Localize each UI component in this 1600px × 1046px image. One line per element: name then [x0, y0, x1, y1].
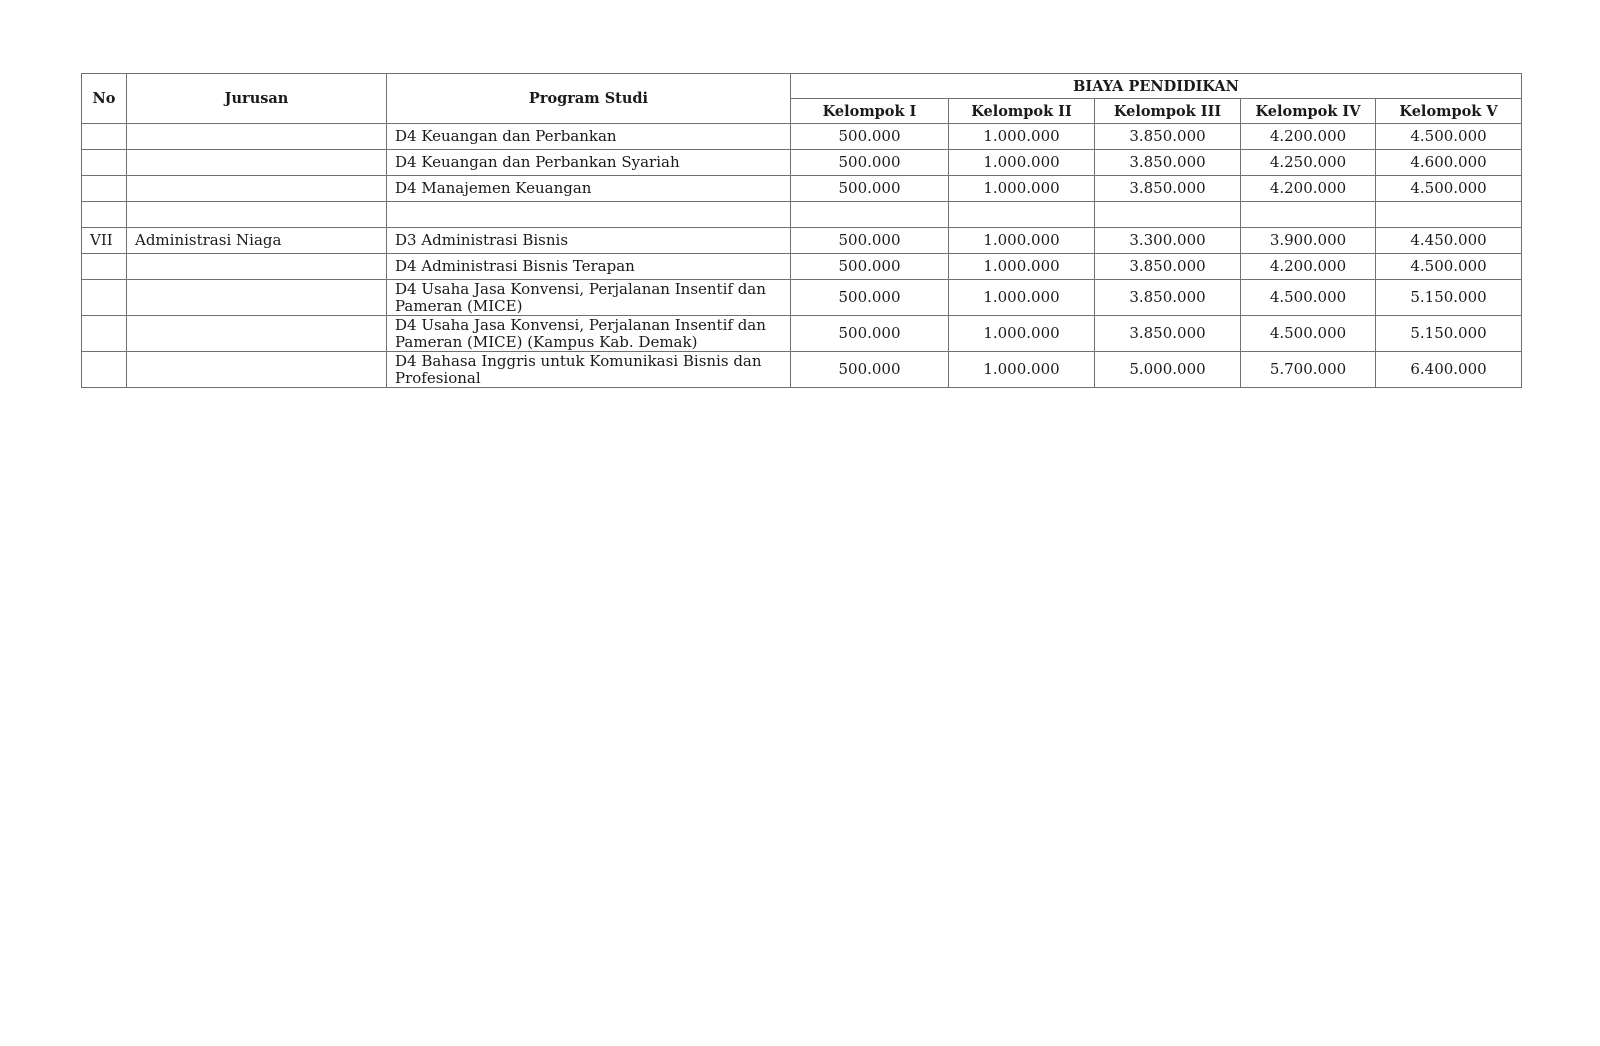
cell-kelompok-5: 6.400.000 — [1376, 352, 1522, 388]
cell-program-studi: D4 Usaha Jasa Konvensi, Perjalanan Insentif dan Pameran (MICE) — [387, 280, 791, 316]
cell-kelompok-4: 5.700.000 — [1241, 352, 1376, 388]
cell-kelompok-5: 4.600.000 — [1376, 150, 1522, 176]
table-row — [82, 316, 1522, 352]
cell-kelompok-2: 1.000.000 — [949, 176, 1095, 202]
cell-kelompok-4: 4.200.000 — [1241, 176, 1376, 202]
cell-kelompok-2: 1.000.000 — [949, 352, 1095, 388]
cell-kelompok-1: 500.000 — [791, 124, 949, 150]
cell-no — [82, 316, 127, 352]
cell-kelompok-1: 500.000 — [791, 254, 949, 280]
cell-kelompok-2: 1.000.000 — [949, 280, 1095, 316]
table-row — [82, 352, 1522, 388]
cell-jurusan — [127, 202, 387, 228]
cell-kelompok-5: 4.450.000 — [1376, 228, 1522, 254]
cell-program-studi: D4 Bahasa Inggris untuk Komunikasi Bisnis dan Profesional — [387, 352, 791, 388]
cell-jurusan — [127, 124, 387, 150]
cell-kelompok-1: 500.000 — [791, 352, 949, 388]
header-jurusan: Jurusan — [127, 74, 387, 124]
table-row — [82, 150, 1522, 176]
cell-kelompok-1: 500.000 — [791, 176, 949, 202]
cell-no — [82, 202, 127, 228]
cell-kelompok-3: 3.850.000 — [1095, 316, 1241, 352]
cell-kelompok-4: 4.200.000 — [1241, 124, 1376, 150]
header-biaya-pendidikan: BIAYA PENDIDIKAN — [791, 74, 1522, 99]
cell-program-studi: D3 Administrasi Bisnis — [387, 228, 791, 254]
cell-kelompok-2: 1.000.000 — [949, 124, 1095, 150]
cell-kelompok-2: 1.000.000 — [949, 228, 1095, 254]
cell-program-studi: D4 Usaha Jasa Konvensi, Perjalanan Insentif dan Pameran (MICE) (Kampus Kab. Demak) — [387, 316, 791, 352]
cell-kelompok-3: 3.850.000 — [1095, 254, 1241, 280]
table-row-empty — [82, 202, 1522, 228]
cell-kelompok-3: 5.000.000 — [1095, 352, 1241, 388]
cell-kelompok-2 — [949, 202, 1095, 228]
cell-kelompok-4: 3.900.000 — [1241, 228, 1376, 254]
cell-kelompok-3: 3.850.000 — [1095, 280, 1241, 316]
cell-kelompok-4: 4.200.000 — [1241, 254, 1376, 280]
header-kelompok-5: Kelompok V — [1376, 99, 1522, 124]
cell-program-studi — [387, 202, 791, 228]
header-kelompok-2: Kelompok II — [949, 99, 1095, 124]
cell-kelompok-2: 1.000.000 — [949, 316, 1095, 352]
cell-kelompok-4: 4.250.000 — [1241, 150, 1376, 176]
cell-kelompok-5 — [1376, 202, 1522, 228]
cell-kelompok-5: 4.500.000 — [1376, 124, 1522, 150]
cell-program-studi: D4 Keuangan dan Perbankan — [387, 124, 791, 150]
header-kelompok-4: Kelompok IV — [1241, 99, 1376, 124]
cell-kelompok-1 — [791, 202, 949, 228]
cell-kelompok-3: 3.850.000 — [1095, 176, 1241, 202]
cell-kelompok-5: 4.500.000 — [1376, 254, 1522, 280]
cell-kelompok-5: 4.500.000 — [1376, 176, 1522, 202]
cell-kelompok-1: 500.000 — [791, 316, 949, 352]
header-no: No — [82, 74, 127, 124]
cell-program-studi: D4 Administrasi Bisnis Terapan — [387, 254, 791, 280]
cell-kelompok-2: 1.000.000 — [949, 150, 1095, 176]
cell-kelompok-3 — [1095, 202, 1241, 228]
header-program-studi: Program Studi — [387, 74, 791, 124]
cell-jurusan — [127, 316, 387, 352]
cell-jurusan — [127, 150, 387, 176]
cell-program-studi: D4 Keuangan dan Perbankan Syariah — [387, 150, 791, 176]
cell-kelompok-5: 5.150.000 — [1376, 316, 1522, 352]
cell-no: VII — [82, 228, 127, 254]
header-kelompok-1: Kelompok I — [791, 99, 949, 124]
cell-no — [82, 352, 127, 388]
cell-kelompok-3: 3.850.000 — [1095, 150, 1241, 176]
cell-kelompok-4: 4.500.000 — [1241, 316, 1376, 352]
cell-no — [82, 150, 127, 176]
table-row — [82, 176, 1522, 202]
table-row — [82, 124, 1522, 150]
cell-kelompok-5: 5.150.000 — [1376, 280, 1522, 316]
table-row — [82, 254, 1522, 280]
cell-kelompok-2: 1.000.000 — [949, 254, 1095, 280]
cell-kelompok-1: 500.000 — [791, 228, 949, 254]
cell-jurusan: Administrasi Niaga — [127, 228, 387, 254]
cell-no — [82, 124, 127, 150]
cell-no — [82, 280, 127, 316]
cell-no — [82, 254, 127, 280]
cell-jurusan — [127, 352, 387, 388]
cell-no — [82, 176, 127, 202]
cell-kelompok-1: 500.000 — [791, 150, 949, 176]
cell-kelompok-1: 500.000 — [791, 280, 949, 316]
cell-jurusan — [127, 280, 387, 316]
cell-jurusan — [127, 254, 387, 280]
cell-kelompok-4: 4.500.000 — [1241, 280, 1376, 316]
cell-kelompok-3: 3.300.000 — [1095, 228, 1241, 254]
fee-table — [81, 73, 1522, 388]
cell-kelompok-4 — [1241, 202, 1376, 228]
cell-program-studi: D4 Manajemen Keuangan — [387, 176, 791, 202]
cell-jurusan — [127, 176, 387, 202]
cell-kelompok-3: 3.850.000 — [1095, 124, 1241, 150]
table-row — [82, 280, 1522, 316]
header-kelompok-3: Kelompok III — [1095, 99, 1241, 124]
table-row — [82, 228, 1522, 254]
